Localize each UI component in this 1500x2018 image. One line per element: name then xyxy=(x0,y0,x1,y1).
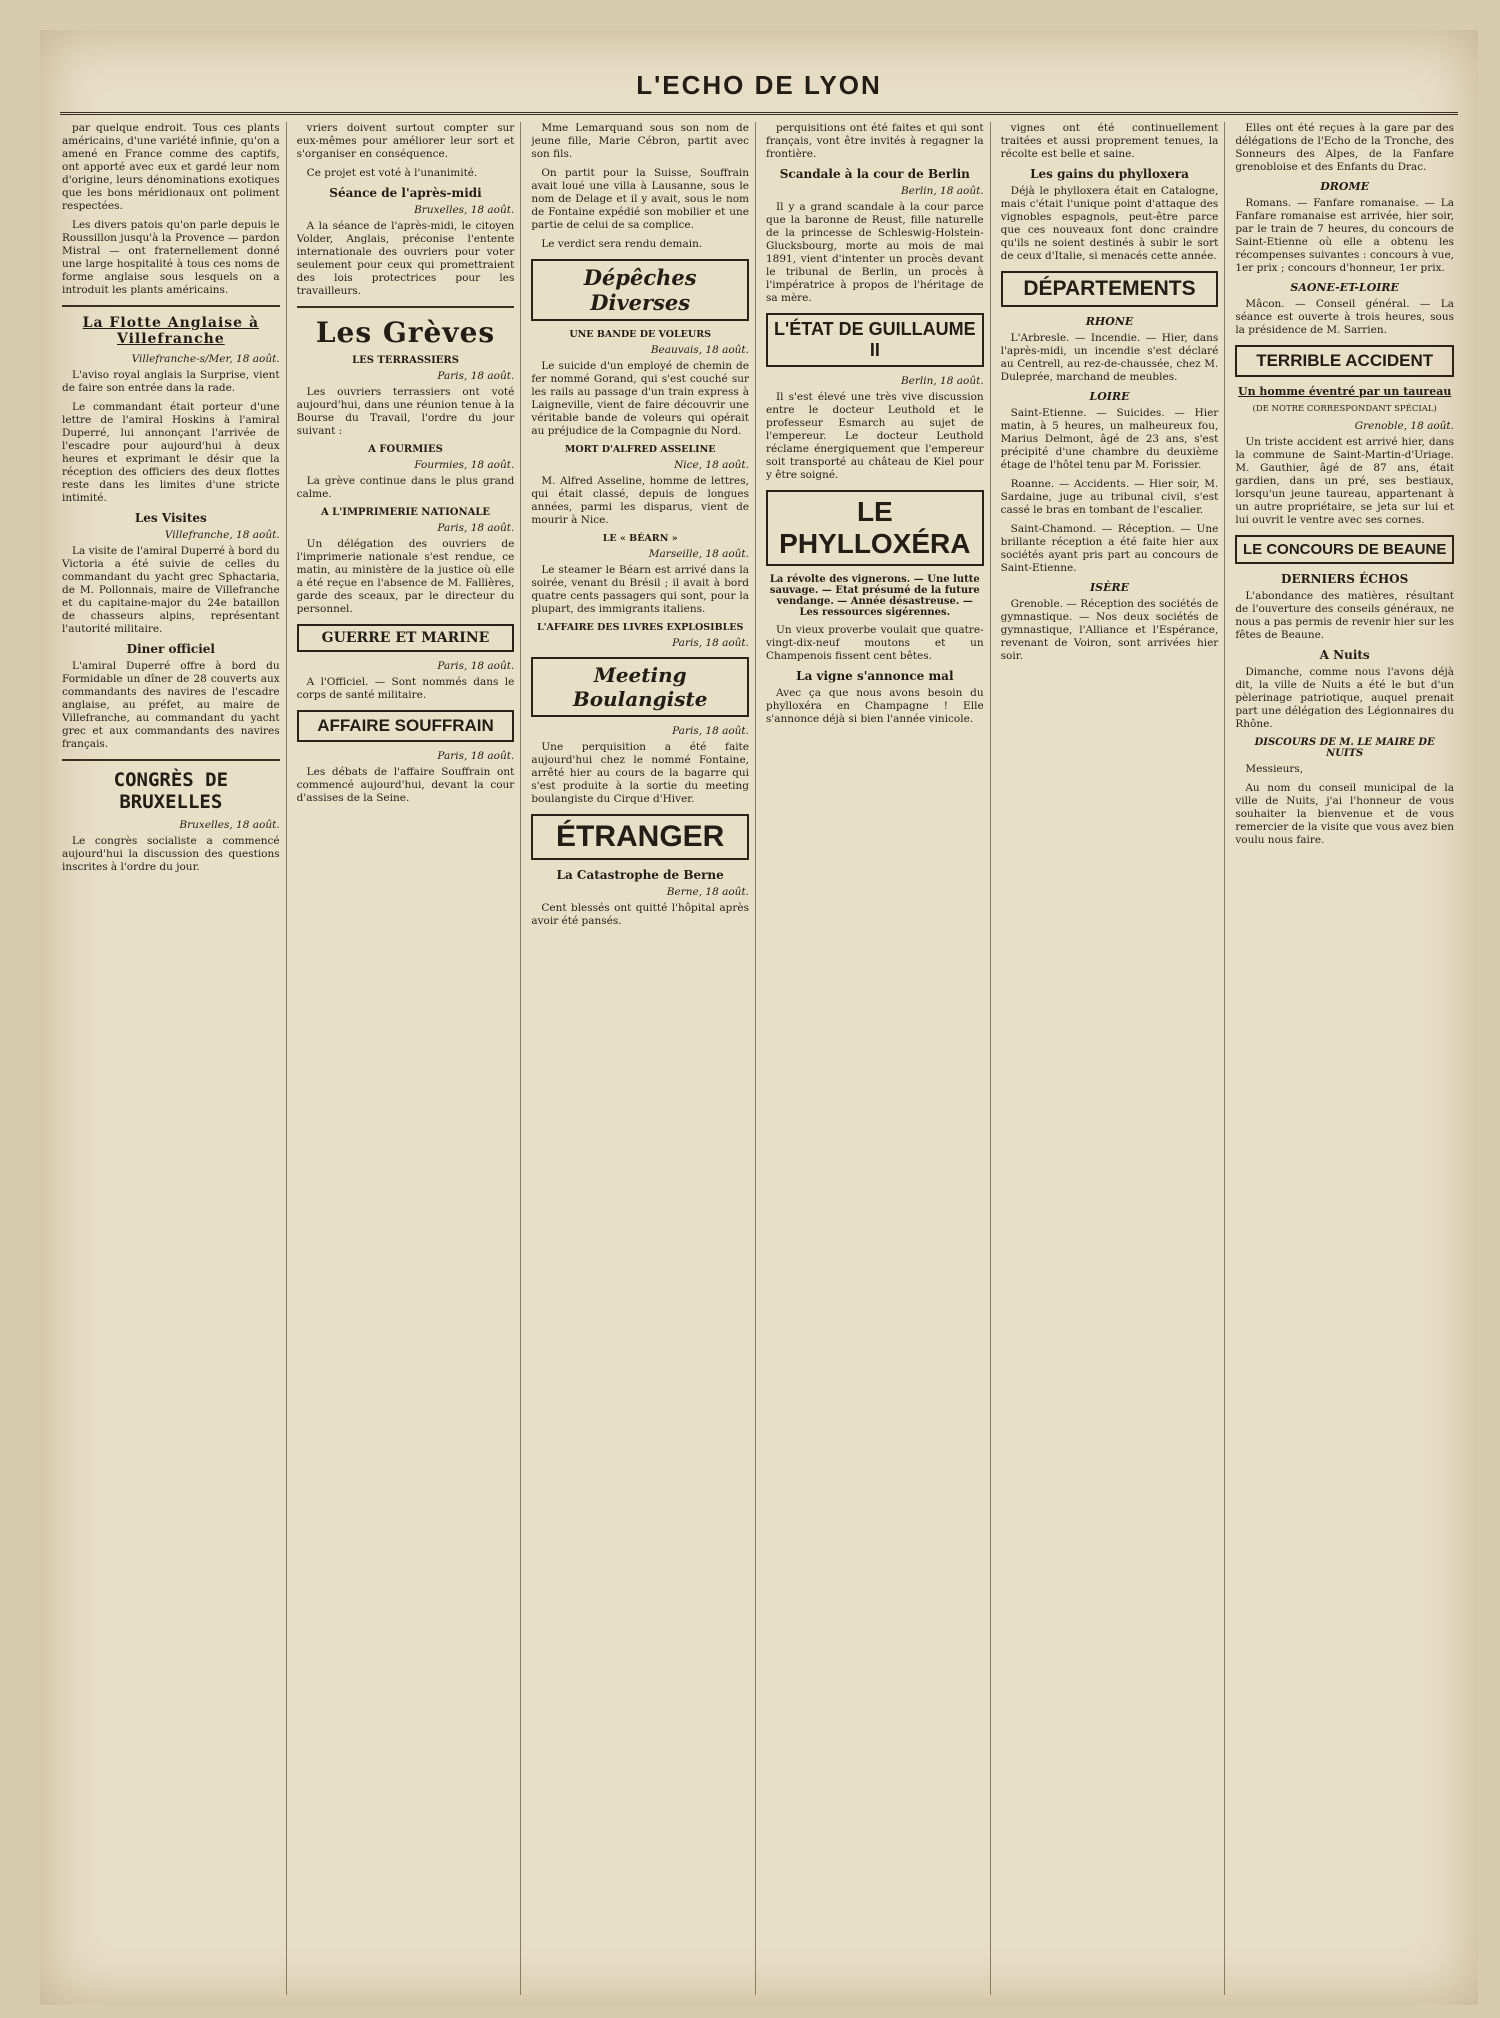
paragraph: La grève continue dans le plus grand calme. xyxy=(296,475,515,500)
heading-vigne: La vigne s'annonce mal xyxy=(796,669,954,683)
paragraph: Saint-Etienne. — Suicides. — Hier matin, à 5 heures, un malheureux fou, Marius Delmont, âgé de 23 ans, s'est précipité d'une chambre du deuxième étage de l'hôtel tenu par M. Forissier. xyxy=(1000,407,1219,471)
columns xyxy=(62,122,1460,1995)
paragraph: Les divers patois qu'on parle depuis le Roussillon jusqu'à la Provence — pardon Mistral — ont fraternellement donné une large hospitalité à tous ces noms de forme anglaise sous lesquels on a introduit les plants américains. xyxy=(62,219,280,296)
heading-congres: CONGRÈS DE BRUXELLES xyxy=(113,769,229,813)
heading-gains: Les gains du phylloxera xyxy=(1030,167,1189,181)
divider xyxy=(62,759,280,761)
paragraph: Messieurs, xyxy=(1245,763,1304,775)
paragraph: Déjà le phylloxera était en Catalogne, mais c'était l'unique point d'attaque des vignobles espagnols, peut-être parce que ces nouveaux font donc craindre qu'ils ne soient destinés à subir le sort de ceux d'Italie, si menacés cette année. xyxy=(1000,185,1219,262)
masthead-rule xyxy=(60,112,1458,115)
paragraph: L'abondance des matières, résultant de l'ouverture des conseils généraux, ne nous a pas permis de revenir hier sur les fêtes de Beaune. xyxy=(1235,590,1454,641)
paragraph: vignes ont été continuellement traitées et aussi proprement tenues, la récolte est belle et saine. xyxy=(1000,122,1219,160)
column-4 xyxy=(766,122,991,1995)
paragraph: Cent blessés ont quitté l'hôpital après avoir été pansés. xyxy=(531,902,749,927)
heading-isere: ISÈRE xyxy=(1089,581,1129,594)
divider xyxy=(297,306,515,308)
column-5 xyxy=(1001,122,1226,1995)
heading-etat: L'ÉTAT DE GUILLAUME II xyxy=(766,313,984,367)
paragraph: La visite de l'amiral Duperré à bord du Victoria a été suivie de celles du commandant du yacht grec Sphactaria, de M. Pollonnais, maire de Villefranche et du capitaine-major du 24e bataillon de chasseurs alpins, représentant l'autorité militaire. xyxy=(62,545,280,635)
newspaper-page xyxy=(40,30,1478,2005)
heading-derniers: DERNIERS ÉCHOS xyxy=(1281,572,1409,586)
heading-depeches: Dépêches Diverses xyxy=(531,259,749,321)
heading-departements: DÉPARTEMENTS xyxy=(1001,271,1219,307)
dateline: Berlin, 18 août. xyxy=(900,185,984,197)
terrible-subheading: Un homme éventré par un taureau xyxy=(1237,385,1452,398)
dateline: Paris, 18 août. xyxy=(437,660,515,672)
paragraph: par quelque endroit. Tous ces plants américains, d'une variété infinie, qu'on a amené en France comme des captifs, ont apporté avec eux et gardé leur nom d'origine, leurs dénominations exotiques que les bons méridionaux ont poliment respectées. xyxy=(62,122,280,212)
paragraph: Mme Lemarquand sous son nom de jeune fille, Marie Cébron, partit avec son fils. xyxy=(531,122,749,160)
heading-seance: Séance de l'après-midi xyxy=(329,186,482,200)
paragraph: Le verdict sera rendu demain. xyxy=(541,238,703,250)
paragraph: Mâcon. — Conseil général. — La séance est ouverte à trois heures, sous la présidence de M. Sarrien. xyxy=(1235,298,1454,336)
paragraph: Saint-Chamond. — Réception. — Une brillante réception a été faite hier aux sociétés ayant pris part au concours de Saint-Etienne. xyxy=(1000,523,1219,574)
paragraph: Un vieux proverbe voulait que quatre-vingt-dix-neuf moutons et un Champenois fissent cent bêtes. xyxy=(766,624,984,662)
dateline: Nice, 18 août. xyxy=(674,459,749,471)
paragraph: Il y a grand scandale à la cour parce que la baronne de Reust, fille naturelle de la princesse de Schleswig-Holstein-Glucksbourg, morte au mois de mai 1891, vient d'intenter un procès devant le tribunal de Berlin, un procès à l'impératrice à propos de l'héritage de sa mère. xyxy=(766,201,984,304)
paragraph: Un triste accident est arrivé hier, dans la commune de Saint-Martin-d'Uriage. M. Gauthier, âgé de 87 ans, était gardien, dans un pré, ses bestiaux, lorsqu'un jeune taureau, appartenant à un autre propriétaire, se jeta sur lui et lui ouvrit le ventre avec ses cornes. xyxy=(1235,436,1454,526)
dateline: Paris, 18 août. xyxy=(672,725,749,737)
heading-bearn: LE « BÉARN » xyxy=(602,533,678,544)
dateline: Grenoble, 18 août. xyxy=(1354,420,1454,432)
paragraph: Les ouvriers terrassiers ont voté aujourd'hui, dans une réunion tenue à la Bourse du Travail, l'ordre du jour suivant : xyxy=(296,386,515,437)
paragraph: perquisitions ont été faites et qui sont français, vont être invités à regagner la frontière. xyxy=(766,122,984,160)
dateline: Marseille, 18 août. xyxy=(648,548,749,560)
heading-meeting: Meeting Boulangiste xyxy=(531,657,749,717)
heading-terrassiers: LES TERRASSIERS xyxy=(352,355,459,366)
heading-drome: DROME xyxy=(1320,180,1370,193)
paragraph: Elles ont été reçues à la gare par des délégations de l'Echo de la Tronche, des Sonneurs des Alpes, de la Fanfare grenobloise et des Enfants du Drac. xyxy=(1235,122,1454,173)
paragraph: L'aviso royal anglais la Surprise, vient de faire son entrée dans la rade. xyxy=(62,369,280,394)
dateline: Berlin, 18 août. xyxy=(900,375,984,387)
paragraph: Les débats de l'affaire Souffrain ont commencé aujourd'hui, devant la cour d'assises de la Seine. xyxy=(296,766,515,804)
dateline: Paris, 18 août. xyxy=(672,637,749,649)
heading-fourmies: A FOURMIES xyxy=(368,444,443,455)
paragraph: Le congrès socialiste a commencé aujourd'hui la discussion des questions inscrites à l'ordre du jour. xyxy=(62,835,280,873)
paragraph: A la séance de l'après-midi, le citoyen Volder, Anglais, préconise l'entente internationale des ouvriers pour voter seulement pour ceux qui promettraient des lois protectrices pour les travailleurs. xyxy=(296,220,515,297)
paragraph: A l'Officiel. — Sont nommés dans le corps de santé militaire. xyxy=(296,676,515,701)
heading-flotte: La Flotte Anglaise à Villefranche xyxy=(82,315,260,347)
paragraph: Grenoble. — Réception des sociétés de gymnastique. — Nos deux sociétés de gymnastique, l'Alliance et l'Espérance, revenant de Voiron, sont arrivées hier soir. xyxy=(1000,598,1219,662)
heading-guerre: GUERRE ET MARINE xyxy=(297,624,515,652)
correspondent-note: (DE NOTRE CORRESPONDANT SPÉCIAL) xyxy=(1252,404,1437,414)
heading-diner: Diner officiel xyxy=(126,642,215,656)
heading-scandale: Scandale à la cour de Berlin xyxy=(779,167,970,181)
paragraph: Une perquisition a été faite aujourd'hui chez le nommé Fontaine, arrêté hier au cours de la bagarre qui s'est produite à la sortie du meeting boulangiste du Cirque d'Hiver. xyxy=(531,741,749,805)
heading-terrible: TERRIBLE ACCIDENT xyxy=(1235,345,1454,377)
paragraph: Roanne. — Accidents. — Hier soir, M. Sardaine, juge au tribunal civil, s'est cassé le bras en tombant de l'escalier. xyxy=(1000,478,1219,516)
heading-discours: DISCOURS DE M. LE MAIRE DE NUITS xyxy=(1254,737,1435,759)
divider xyxy=(62,305,280,307)
heading-catastrophe: La Catastrophe de Berne xyxy=(556,868,724,882)
dateline: Fourmies, 18 août. xyxy=(414,459,515,471)
heading-phylloxera: LE PHYLLOXÉRA xyxy=(766,490,984,566)
heading-voleurs: UNE BANDE DE VOLEURS xyxy=(569,329,711,340)
dateline: Paris, 18 août. xyxy=(437,370,515,382)
paragraph: Au nom du conseil municipal de la ville de Nuits, j'ai l'honneur de vous souhaiter la bienvenue et de vous remercier de la visite que vous avez bien voulu nous faire. xyxy=(1235,782,1454,846)
paragraph: Il s'est élevé une très vive discussion entre le docteur Leuthold et le professeur Esmarch au sujet de l'empereur. Le docteur Leuthold réclame énergiquement que l'empereur soit transporté au château de Kiel pour y être soigné. xyxy=(766,391,984,481)
paragraph: On partit pour la Suisse, Souffrain avait loué une villa à Lausanne, sous le nom de Delage et il y avait, sous le nom de Fontaine expédié son mobilier et une partie de celui de sa complice. xyxy=(531,167,749,231)
dateline: Bruxelles, 18 août. xyxy=(414,204,515,216)
paragraph: Romans. — Fanfare romanaise. — La Fanfare romanaise est arrivée, hier soir, par le train de 7 heures, du concours de Saint-Etienne où elle a obtenu les récompenses suivantes : concours à vue, 1er prix ; concours d'honneur, 1er prix. xyxy=(1235,197,1454,274)
dateline: Villefranche, 18 août. xyxy=(164,529,280,541)
paragraph: L'Arbresle. — Incendie. — Hier, dans l'après-midi, un incendie s'est déclaré au Centrell, au rez-de-chaussée, chez M. Duleprée, marchand de meubles. xyxy=(1000,332,1219,383)
paragraph: vriers doivent surtout compter sur eux-mêmes pour améliorer leur sort et s'organiser en conséquence. xyxy=(296,122,515,160)
heading-livres: L'AFFAIRE DES LIVRES EXPLOSIBLES xyxy=(536,622,744,633)
paragraph: Le suicide d'un employé de chemin de fer nommé Gorand, qui s'est couché sur les rails au passage d'un train express à Laigneville, vient de faire découvrir une véritable bande de voleurs qui opérait au préjudice de la Compagnie du Nord. xyxy=(531,360,749,437)
paragraph: Le steamer le Béarn est arrivé dans la soirée, venant du Brésil ; il avait à bord quatre cents passagers qui sont, pour la plupart, des immigrants italiens. xyxy=(531,564,749,615)
heading-asseline: MORT D'ALFRED ASSELINE xyxy=(564,444,716,455)
heading-imprimerie: A L'IMPRIMERIE NATIONALE xyxy=(320,507,491,518)
heading-loire: LOIRE xyxy=(1089,390,1130,403)
heading-saone: SAONE-ET-LOIRE xyxy=(1290,281,1399,294)
dateline: Beauvais, 18 août. xyxy=(650,344,749,356)
paragraph: Le commandant était porteur d'une lettre de l'amiral Hoskins à l'amiral Duperré, lui annonçant l'arrivée de l'escadre pour aujourd'hui à deux heures et exprimant le désir que la réception des officiers des deux flottes reste dans les limites d'une stricte intimité. xyxy=(62,401,280,504)
paragraph: M. Alfred Asseline, homme de lettres, qui était classé, depuis de longues années, parmi les disparus, vient de mourir à Nice. xyxy=(531,475,749,526)
heading-visites: Les Visites xyxy=(134,511,207,525)
dateline: Bruxelles, 18 août. xyxy=(179,819,280,831)
paragraph: Ce projet est voté à l'unanimité. xyxy=(306,167,478,179)
heading-souffrain: AFFAIRE SOUFFRAIN xyxy=(297,710,515,742)
heading-greves: Les Grèves xyxy=(315,316,496,349)
heading-rhone: RHONE xyxy=(1085,315,1134,328)
paragraph: Avec ça que nous avons besoin du phylloxéra en Champagne ! Elle s'annonce déjà si bien l'année vinicole. xyxy=(766,687,984,725)
dateline: Villefranche-s/Mer, 18 août. xyxy=(131,353,280,365)
paragraph: Dimanche, comme nous l'avons déjà dit, la ville de Nuits a été le but d'un pèlerinage patriotique, auquel prenait part une délégation des Légionnaires du Rhône. xyxy=(1235,666,1454,730)
dateline: Paris, 18 août. xyxy=(437,750,515,762)
phylloxera-subheading: La révolte des vignerons. — Une lutte sauvage. — Etat présumé de la future vendange. — Année désastreuse. — Les ressources sigérennes. xyxy=(769,574,980,618)
heading-nuits: A Nuits xyxy=(1319,648,1370,662)
dateline: Berne, 18 août. xyxy=(666,886,749,898)
column-2 xyxy=(297,122,522,1995)
column-3 xyxy=(531,122,756,1995)
dateline: Paris, 18 août. xyxy=(437,522,515,534)
paragraph: L'amiral Duperré offre à bord du Formidable un dîner de 28 couverts aux commandants des navires de l'escadre anglaise, au préfet, au maire de Villefranche, au commandant du yacht grec et aux commandants des navires français. xyxy=(62,660,280,750)
heading-etranger: ÉTRANGER xyxy=(531,814,749,860)
masthead: L'ECHO DE LYON xyxy=(636,70,882,100)
column-1 xyxy=(62,122,287,1995)
column-6 xyxy=(1235,122,1460,1995)
heading-concours: LE CONCOURS DE BEAUNE xyxy=(1235,535,1454,564)
paragraph: Un délégation des ouvriers de l'imprimerie nationale s'est rendue, ce matin, au ministère de la justice où elle a été reçue en l'absence de M. Fallières, garde des sceaux, par le directeur du personnel. xyxy=(296,538,515,615)
